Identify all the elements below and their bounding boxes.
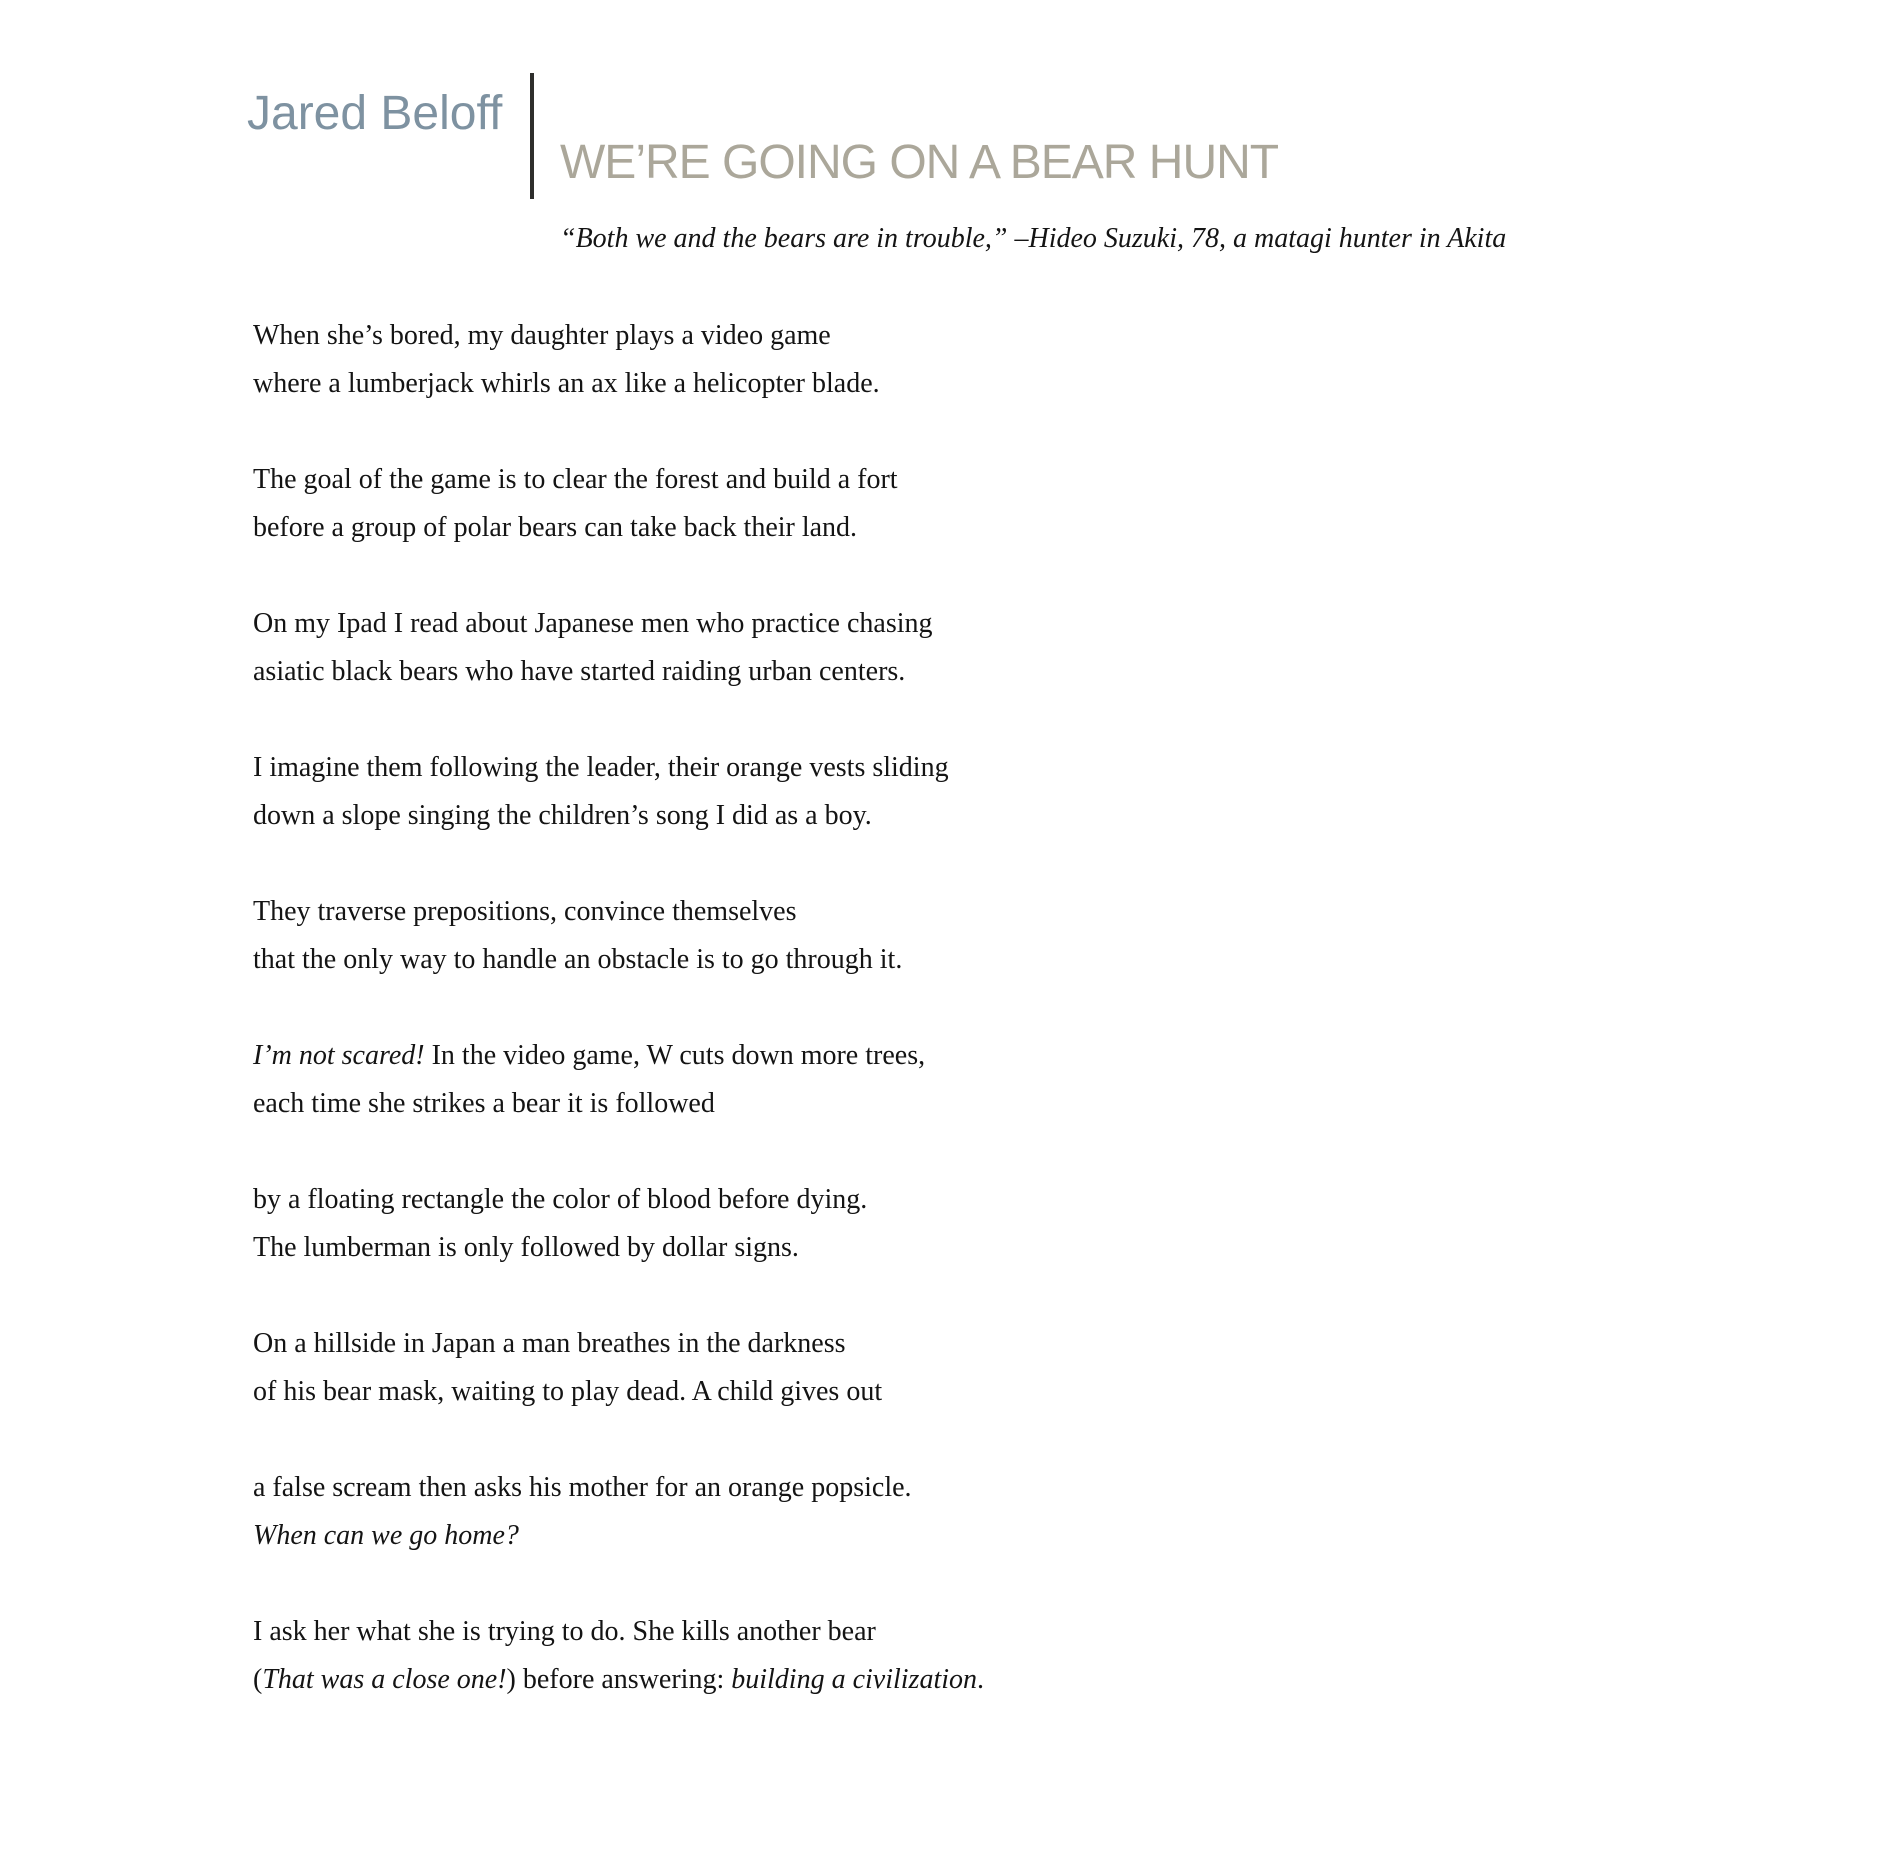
poem-segment-italic: When can we go home?	[253, 1520, 519, 1551]
stanza	[253, 1608, 984, 1704]
poem-title: WE’RE GOING ON A BEAR HUNT	[560, 136, 1279, 189]
poem-segment: a false scream then asks his mother for an orange popsicle.	[253, 1472, 912, 1503]
stanza	[253, 888, 984, 984]
poem-line	[253, 888, 984, 936]
stanza	[253, 312, 984, 408]
poem-segment: ) before answering:	[506, 1664, 732, 1695]
author-name: Jared Beloff	[247, 87, 503, 140]
poem-line	[253, 1608, 984, 1656]
poem-segment: that the only way to handle an obstacle is to go through it.	[253, 944, 903, 975]
poem-line	[253, 600, 984, 648]
poem-line	[253, 504, 984, 552]
poem-line	[253, 1368, 984, 1416]
poem-segment: I ask her what she is trying to do. She kills another bear	[253, 1616, 876, 1647]
poem-segment: where a lumberjack whirls an ax like a helicopter blade.	[253, 368, 880, 399]
poem-segment: The goal of the game is to clear the forest and build a fort	[253, 464, 898, 495]
stanza	[253, 1320, 984, 1416]
poem-line	[253, 936, 984, 984]
poem-segment: When she’s bored, my daughter plays a video game	[253, 320, 831, 351]
header-divider	[530, 73, 534, 199]
poem-segment: On my Ipad I read about Japanese men who practice chasing	[253, 608, 933, 639]
poem-line	[253, 648, 984, 696]
poem-segment-italic: building a civilization	[731, 1664, 977, 1695]
poem-segment: They traverse prepositions, convince themselves	[253, 896, 797, 927]
poem-segment-italic: I’m not scared!	[253, 1040, 425, 1071]
stanza	[253, 1032, 984, 1128]
stanza	[253, 456, 984, 552]
poem-segment: The lumberman is only followed by dollar signs.	[253, 1232, 799, 1263]
stanza	[253, 1464, 984, 1560]
poem-line	[253, 1080, 984, 1128]
poem-line	[253, 1032, 984, 1080]
poem-segment: (	[253, 1664, 263, 1695]
poem-line	[253, 1224, 984, 1272]
poem-line	[253, 1464, 984, 1512]
stanza	[253, 744, 984, 840]
poem-segment: .	[977, 1664, 984, 1695]
poem-line	[253, 1320, 984, 1368]
poem-segment: asiatic black bears who have started raiding urban centers.	[253, 656, 906, 687]
poem-line	[253, 744, 984, 792]
poem-line	[253, 1176, 984, 1224]
poem-segment: of his bear mask, waiting to play dead. A child gives out	[253, 1376, 883, 1407]
poem-segment: each time she strikes a bear it is followed	[253, 1088, 715, 1119]
poem-line	[253, 312, 984, 360]
poem-line	[253, 792, 984, 840]
poem-body	[253, 312, 984, 1752]
poem-line	[253, 1656, 984, 1704]
stanza	[253, 1176, 984, 1272]
poem-segment: down a slope singing the children’s song I did as a boy.	[253, 800, 872, 831]
poem-segment: In the video game, W cuts down more trees,	[424, 1040, 926, 1071]
poem-segment: On a hillside in Japan a man breathes in the darkness	[253, 1328, 846, 1359]
poem-segment: by a floating rectangle the color of blood before dying.	[253, 1184, 868, 1215]
poem-line	[253, 1512, 984, 1560]
poem-segment-italic: That was a close one!	[262, 1664, 507, 1695]
poem-segment: before a group of polar bears can take back their land.	[253, 512, 858, 543]
poem-segment: I imagine them following the leader, their orange vests sliding	[253, 752, 949, 783]
poem-epigraph: “Both we and the bears are in trouble,” –Hideo Suzuki, 78, a matagi hunter in Akita	[560, 223, 1507, 254]
poem-line	[253, 360, 984, 408]
poem-line	[253, 456, 984, 504]
stanza	[253, 600, 984, 696]
